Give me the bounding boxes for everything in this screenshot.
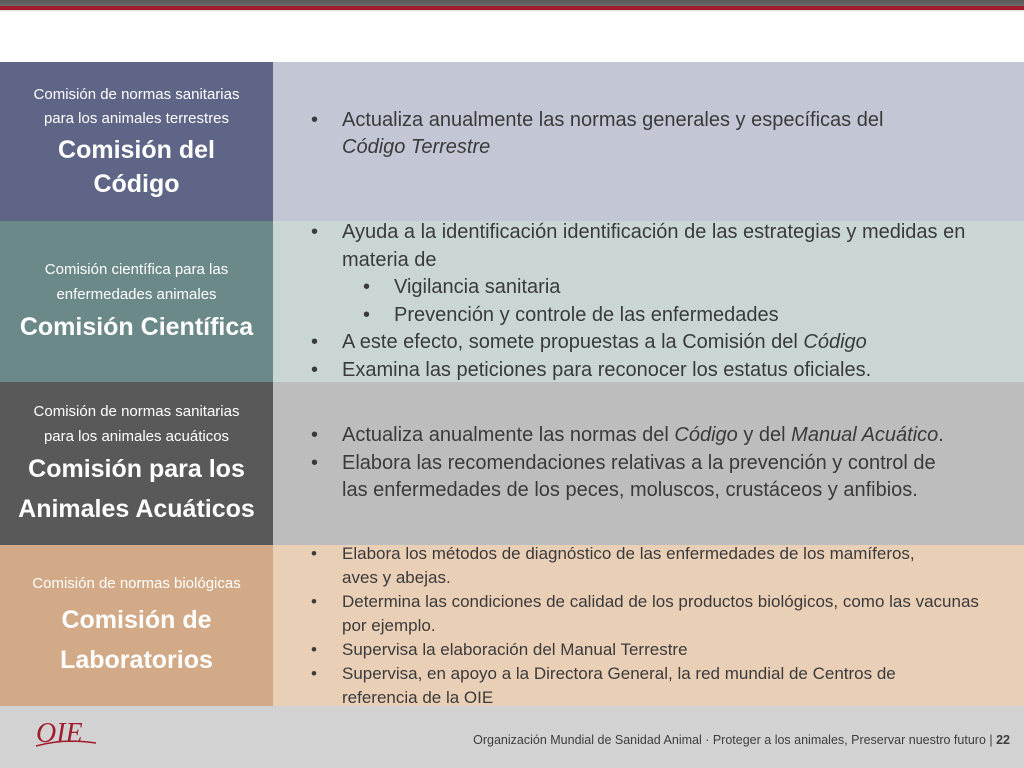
bullet-item: • Elabora los métodos de diagnóstico de las enfermedades de los mamíferos, aves y abejas. <box>311 543 915 587</box>
row-comision-cientifica <box>0 221 1024 382</box>
bullet-icon: • <box>363 303 371 326</box>
bullet-icon: • <box>311 591 317 611</box>
bullet-item: • Determina las condiciones de calidad de los productos biológicos, como las vacunas por ejemplo. <box>311 591 979 635</box>
footer-text: Organización Mundial de Sanidad Animal · Proteger a los animales, Preservar nuestro futuro | 22 <box>473 733 1010 747</box>
bullet-icon: • <box>311 331 319 353</box>
row-header <box>0 382 273 545</box>
bullet-item: • Elabora las recomendaciones relativas a la prevención y control de las enfermedades de los peces, moluscos, crustáceos y anfibios. <box>311 451 936 502</box>
bullet-icon: • <box>311 108 319 131</box>
page-number: 22 <box>996 733 1010 747</box>
row-body <box>273 221 1024 382</box>
row-title: Comisión del Código <box>58 135 215 198</box>
row-body <box>273 62 1024 221</box>
row-header <box>0 62 273 221</box>
row-comision-laboratorios <box>0 545 1024 706</box>
row-subtitle: Comisión de normas sanitarias para los animales terrestres <box>33 85 240 127</box>
bullet-item: • Supervisa la elaboración del Manual Terrestre <box>311 638 1024 662</box>
row-title: Comisión de Laboratorios <box>60 605 213 674</box>
row-header <box>0 221 273 382</box>
row-body <box>273 545 1024 706</box>
bullet-icon: • <box>311 639 317 659</box>
row-comision-codigo <box>0 62 1024 221</box>
row-subtitle: Comisión de normas sanitarias para los animales acuáticos <box>33 402 240 445</box>
row-title: Comisión para los Animales Acuáticos <box>18 454 255 523</box>
row-subtitle: Comisión científica para las enfermedades animales <box>44 260 229 303</box>
bullet-item: • Examina las peticiones para reconocer los estatus oficiales. <box>311 357 1024 385</box>
sub-bullet-item: • Prevención y controle de las enfermedades <box>311 302 1024 330</box>
bullet-item: • Supervisa, en apoyo a la Directora General, la red mundial de Centros de referencia de la OIE <box>311 663 896 707</box>
bullet-item: • A este efecto, somete propuestas a la Comisión del Código <box>311 329 1024 357</box>
bullet-icon: • <box>311 221 319 243</box>
oie-logo-text: OIE <box>36 718 83 749</box>
row-header <box>0 545 273 706</box>
row-body <box>273 382 1024 545</box>
top-bar <box>0 0 1024 12</box>
bullet-item: • Actualiza anualmente las normas generales y específicas del Código Terrestre <box>311 108 884 158</box>
bullet-icon: • <box>311 663 317 683</box>
bullet-item: • Ayuda a la identificación identificación de las estrategias y medidas en materia de <box>311 221 966 271</box>
bullet-icon: • <box>311 424 319 447</box>
row-subtitle: Comisión de normas biológicas <box>32 574 241 592</box>
oie-logo <box>34 716 98 750</box>
bullet-icon: • <box>311 451 319 474</box>
bullet-item: • Actualiza anualmente las normas del Código y del Manual Acuático. <box>311 422 1024 450</box>
sub-bullet-item: • Vigilancia sanitaria <box>311 274 1024 302</box>
bullet-icon: • <box>311 543 317 563</box>
bullet-icon: • <box>311 358 319 381</box>
row-comision-acuaticos <box>0 382 1024 545</box>
row-title: Comisión Científica <box>19 312 254 341</box>
bullet-icon: • <box>363 276 371 298</box>
